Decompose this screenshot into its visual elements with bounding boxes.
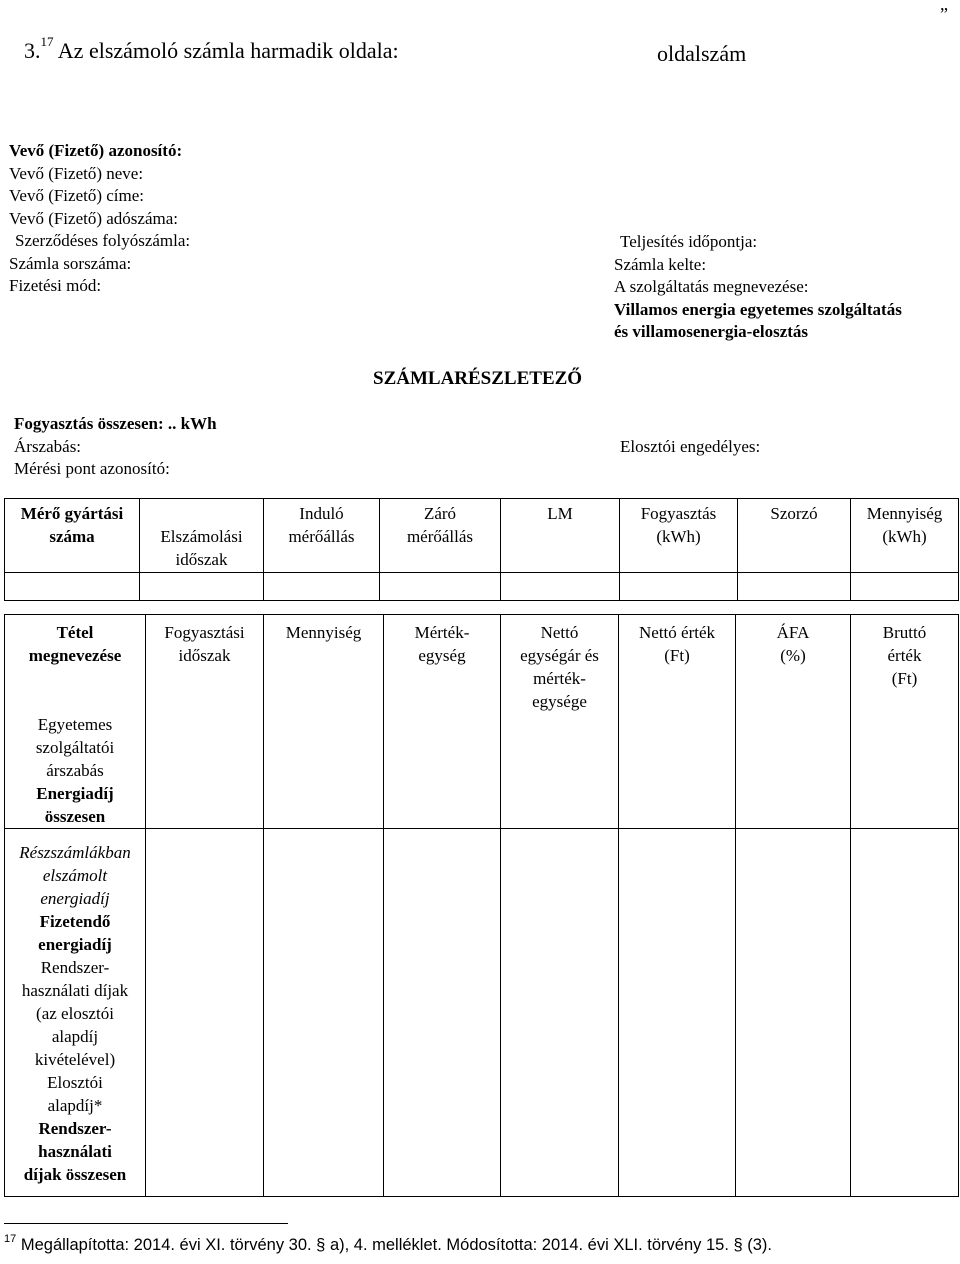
start-reading-header: Induló mérőállás — [264, 499, 380, 573]
consumption-kwh-header: Fogyasztás (kWh) — [620, 499, 738, 573]
distributor-label: Elosztói engedélyes: — [620, 437, 761, 456]
items-table-body-row — [5, 829, 959, 1197]
buyer-info — [9, 140, 190, 298]
buyer-id-label: Vevő (Fizető) azonosító: — [9, 141, 183, 160]
heading-number: 3. — [24, 38, 41, 63]
heading-text: Az elszámoló számla harmadik oldala: — [57, 38, 399, 63]
footnote-number: 17 — [4, 1233, 17, 1245]
items-cell[interactable] — [501, 829, 619, 1197]
items-quantity-header: Mennyiség — [264, 615, 384, 829]
end-reading-header: Záró mérőállás — [380, 499, 501, 573]
system-usage-total-label: Rendszer- használati díjak összesen — [23, 1119, 127, 1184]
meter-serial-header: Mérő gyártási száma — [5, 499, 140, 573]
consumption-period-header: Fogyasztási időszak — [146, 615, 264, 829]
service-name-line1: Villamos energia egyetemes szolgáltatás — [614, 299, 902, 319]
net-unit-price-header: Nettó egységár és mérték- egysége — [501, 615, 619, 829]
contract-account-label: Szerződéses folyószámla: — [15, 231, 191, 250]
tariff-label: Árszabás: — [14, 436, 82, 456]
metering-point-label: Mérési pont azonosító: — [14, 459, 170, 478]
buyer-address-label: Vevő (Fizető) címe: — [9, 186, 145, 205]
performance-date-label: Teljesítés időpontja: — [620, 232, 758, 251]
footnote — [4, 1233, 772, 1255]
service-info — [614, 231, 902, 344]
meter-cell[interactable] — [620, 573, 738, 601]
system-usage-fees-label: Rendszer- használati díjak (az elosztói alapdíj kivételével) — [21, 958, 129, 1069]
billing-period-header: Elszámolási időszak — [140, 499, 264, 573]
meter-cell[interactable] — [380, 573, 501, 601]
energy-fee-total-label: Energiadíj összesen — [36, 784, 114, 826]
page-number-label: oldalszám — [657, 41, 747, 66]
service-name-line2: és villamosenergia-elosztás — [614, 322, 809, 341]
meter-cell[interactable] — [140, 573, 264, 601]
net-value-header: Nettó érték (Ft) — [619, 615, 736, 829]
payable-energy-fee-label: Fizetendő energiadíj — [38, 912, 112, 954]
items-cell[interactable] — [264, 829, 384, 1197]
item-names-cell — [5, 829, 146, 1197]
meter-cell[interactable] — [501, 573, 620, 601]
distributor-base-fee-label: Elosztói alapdíj* — [47, 1073, 103, 1115]
meter-table — [4, 498, 959, 601]
consumption-info — [14, 413, 217, 481]
multiplier-header: Szorzó — [738, 499, 851, 573]
items-cell[interactable] — [619, 829, 736, 1197]
footnote-text: Megállapította: 2014. évi XI. törvény 30. § a), 4. melléklet. Módosította: 2014. évi XLI. törvény 15. § (3). — [20, 1236, 772, 1254]
meter-cell[interactable] — [264, 573, 380, 601]
buyer-name-label: Vevő (Fizető) neve: — [9, 163, 144, 183]
item-name-header: Tétel megnevezése Egyetemes szolgáltatói árszabás Energiadíj összesen — [5, 615, 146, 829]
top-quote-mark: „ — [940, 0, 948, 14]
quantity-kwh-header: Mennyiség (kWh) — [851, 499, 959, 573]
invoice-number-label: Számla sorszáma: — [9, 253, 132, 273]
universal-tariff-label: Egyetemes szolgáltatói árszabás — [35, 715, 115, 780]
meter-table-header-row — [5, 499, 959, 573]
heading-footnote-ref[interactable]: 17 — [40, 34, 54, 49]
unit-header: Mérték- egység — [384, 615, 501, 829]
consumption-total-label: Fogyasztás összesen: .. kWh — [14, 414, 217, 433]
vat-header: ÁFA (%) — [736, 615, 851, 829]
meter-cell[interactable] — [5, 573, 140, 601]
gross-value-header: Bruttó érték (Ft) — [851, 615, 959, 829]
service-name-label: A szolgáltatás megnevezése: — [614, 277, 809, 296]
page-heading — [24, 34, 399, 64]
meter-table-empty-row — [5, 573, 959, 601]
items-cell[interactable] — [736, 829, 851, 1197]
items-cell[interactable] — [146, 829, 264, 1197]
items-cell[interactable] — [851, 829, 959, 1197]
payment-method-label: Fizetési mód: — [9, 276, 102, 295]
section-title: SZÁMLARÉSZLETEZŐ — [373, 368, 583, 389]
items-cell[interactable] — [384, 829, 501, 1197]
footnote-separator — [4, 1223, 288, 1224]
meter-cell[interactable] — [738, 573, 851, 601]
items-table — [4, 614, 959, 1197]
partial-invoices-energy-label: Részszámlákban elszámolt energiadíj — [19, 843, 131, 908]
items-table-header-row — [5, 615, 959, 829]
meter-cell[interactable] — [851, 573, 959, 601]
buyer-tax-label: Vevő (Fizető) adószáma: — [9, 208, 178, 228]
issue-date-label: Számla kelte: — [614, 254, 707, 274]
lm-header: LM — [501, 499, 620, 573]
